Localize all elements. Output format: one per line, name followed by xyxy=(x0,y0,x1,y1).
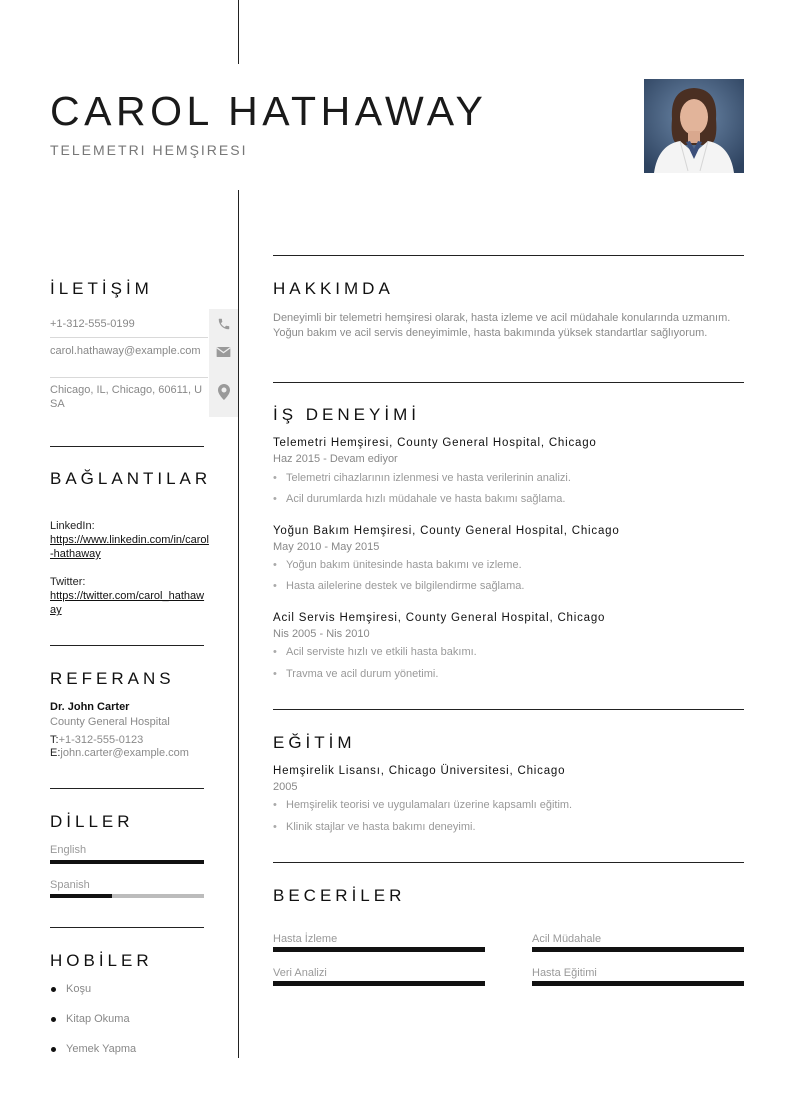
job-title: Telemetri Hemşiresi, County General Hospital, Chicago xyxy=(273,437,597,449)
profile-photo xyxy=(644,79,744,173)
skill-item xyxy=(532,933,744,952)
twitter-link[interactable]: https://twitter.com/carol_hathaway xyxy=(50,590,205,616)
skill-label: Acil Müdahale xyxy=(532,933,602,945)
contact-separator xyxy=(50,337,208,338)
hobby-item xyxy=(50,1013,130,1025)
skill-bar xyxy=(273,947,485,952)
language-bar xyxy=(50,894,204,898)
education-year: 2005 xyxy=(273,781,298,793)
reference-phone-label: T: xyxy=(50,734,59,746)
right-divider xyxy=(273,862,744,863)
right-divider xyxy=(273,382,744,383)
phone-icon xyxy=(209,316,238,332)
education-bullet: • Hemşirelik teorisi ve uygulamaları üzerine kapsamlı eğitim. xyxy=(273,799,573,811)
linkedin-block xyxy=(50,519,210,561)
skill-bar xyxy=(532,947,744,952)
hobby-item xyxy=(50,983,91,995)
reference-email: john.carter@example.com xyxy=(60,747,189,759)
skills-section-title: BECERİLER xyxy=(273,886,406,905)
skill-item xyxy=(273,967,485,986)
language-bar-fill xyxy=(50,860,204,864)
skill-label: Hasta İzleme xyxy=(273,933,338,945)
twitter-label: Twitter: xyxy=(50,576,86,588)
links-section-title: BAĞLANTILAR xyxy=(50,469,212,488)
reference-name: Dr. John Carter xyxy=(50,701,130,713)
twitter-block xyxy=(50,575,210,617)
reference-org: County General Hospital xyxy=(50,716,170,728)
divider-vertical-main xyxy=(238,190,239,1058)
candidate-name: CAROL HATHAWAY xyxy=(50,88,488,134)
skill-bar xyxy=(273,981,485,986)
contact-email: carol.hathaway@example.com xyxy=(50,345,201,357)
job-bullet: • Yoğun bakım ünitesinde hasta bakımı ve izleme. xyxy=(273,559,522,571)
job-bullet: • Acil serviste hızlı ve etkili hasta bakımı. xyxy=(273,646,477,658)
hobby-label: Yemek Yapma xyxy=(66,1043,137,1055)
right-divider xyxy=(273,709,744,710)
hobby-item xyxy=(50,1043,136,1055)
left-divider xyxy=(50,927,204,928)
skill-item xyxy=(532,967,744,986)
job-date: Nis 2005 - Nis 2010 xyxy=(273,628,370,640)
language-label: Spanish xyxy=(50,879,90,891)
contact-separator xyxy=(50,377,208,378)
job-bullet: • Hasta ailelerine destek ve bilgilendirme sağlama. xyxy=(273,580,525,592)
job-bullet: • Acil durumlarda hızlı müdahale ve hasta bakımı sağlama. xyxy=(273,493,566,505)
linkedin-label: LinkedIn: xyxy=(50,520,95,532)
language-bar xyxy=(50,860,204,864)
left-divider xyxy=(50,446,204,447)
job-title: Yoğun Bakım Hemşiresi, County General Hospital, Chicago xyxy=(273,525,620,537)
about-section-title: HAKKIMDA xyxy=(273,279,394,298)
divider-vertical-top xyxy=(238,0,239,64)
education-degree: Hemşirelik Lisansı, Chicago Üniversitesi, Chicago xyxy=(273,765,566,777)
skill-label: Hasta Eğitimi xyxy=(532,967,597,979)
reference-email-label: E: xyxy=(50,747,61,759)
experience-section-title: İŞ DENEYİMİ xyxy=(273,405,420,424)
contact-section-title: İLETİŞİM xyxy=(50,279,153,298)
skill-item xyxy=(273,933,485,952)
location-pin-icon xyxy=(209,383,238,401)
hobbies-section-title: HOBİLER xyxy=(50,951,153,970)
candidate-role: TELEMETRI HEMŞIRESI xyxy=(50,142,248,158)
contact-phone: +1-312-555-0199 xyxy=(50,318,135,330)
languages-section-title: DİLLER xyxy=(50,812,134,831)
job-date: May 2010 - May 2015 xyxy=(273,541,380,553)
reference-email-row xyxy=(50,746,189,760)
contact-address: Chicago, IL, Chicago, 60611, USA xyxy=(50,384,203,410)
skill-label: Veri Analizi xyxy=(273,967,327,979)
job-bullet: • Travma ve acil durum yönetimi. xyxy=(273,668,439,680)
education-bullet: • Klinik stajlar ve hasta bakımı deneyimi. xyxy=(273,821,476,833)
hobby-label: Koşu xyxy=(66,983,92,995)
language-label: English xyxy=(50,844,87,856)
right-divider xyxy=(273,255,744,256)
about-text: Deneyimli bir telemetri hemşiresi olarak, hasta izleme ve acil müdahale konularında uzmanım. Yoğun bakım ve acil servis deneyimimle, hasta bakımında yüksek standartlar sağlıyorum. xyxy=(273,312,731,339)
reference-section-title: REFERANS xyxy=(50,669,175,688)
reference-phone-row xyxy=(50,733,143,747)
job-date: Haz 2015 - Devam ediyor xyxy=(273,453,398,465)
mail-icon xyxy=(209,344,238,360)
left-divider xyxy=(50,645,204,646)
education-section-title: EĞİTİM xyxy=(273,733,356,752)
skill-bar xyxy=(532,981,744,986)
job-bullet: • Telemetri cihazlarının izlenmesi ve hasta verilerinin analizi. xyxy=(273,472,571,484)
reference-phone: +1-312-555-0123 xyxy=(58,734,144,746)
hobby-label: Kitap Okuma xyxy=(66,1013,130,1025)
left-divider xyxy=(50,788,204,789)
linkedin-link[interactable]: https://www.linkedin.com/in/carol-hathaway xyxy=(50,534,209,560)
language-bar-fill xyxy=(50,894,112,898)
job-title: Acil Servis Hemşiresi, County General Hospital, Chicago xyxy=(273,612,606,624)
